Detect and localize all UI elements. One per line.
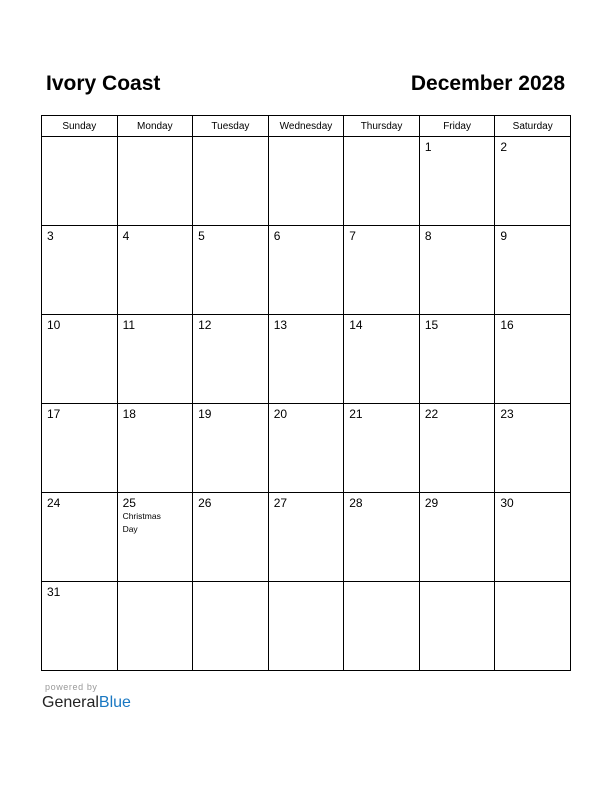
day-cell [42, 404, 118, 493]
day-number: 28 [349, 496, 363, 510]
day-cell [495, 582, 571, 671]
day-number: 24 [47, 496, 61, 510]
day-cell [419, 493, 495, 582]
day-cell [117, 137, 193, 226]
week-row [42, 404, 571, 493]
day-number [495, 582, 570, 585]
day-cell [117, 493, 193, 582]
day-cell [193, 137, 269, 226]
day-cell [495, 493, 571, 582]
day-number: 18 [122, 407, 136, 421]
day-cell [344, 404, 420, 493]
day-cell [419, 404, 495, 493]
weekday-header: Wednesday [268, 116, 344, 137]
day-number: 2 [500, 140, 508, 154]
week-row [42, 137, 571, 226]
day-number [420, 582, 495, 585]
day-cell [344, 582, 420, 671]
day-cell [344, 226, 420, 315]
calendar-grid [41, 115, 571, 671]
day-cell [268, 315, 344, 404]
day-cell [193, 226, 269, 315]
day-cell [495, 315, 571, 404]
day-number [118, 582, 193, 585]
day-cell [419, 315, 495, 404]
day-number: 1 [424, 140, 432, 154]
day-number: 13 [273, 318, 288, 332]
day-number: 27 [273, 496, 288, 510]
day-cell [495, 137, 571, 226]
weekday-header: Saturday [495, 116, 571, 137]
day-number [42, 137, 117, 140]
day-number: 11 [122, 318, 136, 332]
day-number: 21 [349, 407, 363, 421]
weekday-header: Sunday [42, 116, 118, 137]
day-number: 25 [122, 496, 136, 510]
day-cell [344, 493, 420, 582]
day-cell [193, 493, 269, 582]
day-number: 29 [424, 496, 439, 510]
day-cell [193, 404, 269, 493]
brand-general-text: General [42, 694, 99, 711]
week-row [42, 582, 571, 671]
day-cell [117, 404, 193, 493]
day-number: 15 [424, 318, 439, 332]
day-number [118, 137, 193, 140]
day-number [269, 137, 344, 140]
weekday-header: Tuesday [193, 116, 269, 137]
day-number [344, 137, 419, 140]
day-number: 12 [198, 318, 212, 332]
day-cell [193, 582, 269, 671]
day-cell [193, 315, 269, 404]
day-number: 8 [424, 229, 432, 243]
weekday-header: Monday [117, 116, 193, 137]
day-cell [495, 404, 571, 493]
day-number: 31 [47, 585, 61, 599]
day-cell [268, 582, 344, 671]
day-number: 7 [349, 229, 356, 243]
day-cell [495, 226, 571, 315]
day-cell [117, 226, 193, 315]
day-cell [268, 137, 344, 226]
day-cell [42, 315, 118, 404]
country-title: Ivory Coast [46, 72, 161, 95]
day-number: 4 [122, 229, 130, 243]
day-cell [117, 582, 193, 671]
day-number: 17 [47, 407, 61, 421]
day-number: 3 [47, 229, 54, 243]
day-cell [42, 226, 118, 315]
day-cell [42, 137, 118, 226]
day-number [193, 137, 268, 140]
weekday-header-row [42, 116, 571, 137]
day-number: 5 [198, 229, 205, 243]
day-cell [42, 582, 118, 671]
day-number: 26 [198, 496, 212, 510]
day-number [269, 582, 344, 585]
day-cell [268, 226, 344, 315]
day-number: 16 [500, 318, 514, 332]
week-row [42, 226, 571, 315]
brand-logo [42, 694, 131, 712]
calendar-body [42, 137, 571, 671]
day-number: 10 [47, 318, 61, 332]
holiday-label: Christmas Day [122, 511, 161, 534]
day-number: 19 [198, 407, 212, 421]
day-cell [42, 493, 118, 582]
day-cell [419, 226, 495, 315]
powered-by-label: powered by [45, 682, 98, 692]
day-number: 20 [273, 407, 288, 421]
day-cell [344, 137, 420, 226]
day-cell [419, 137, 495, 226]
day-number [344, 582, 419, 585]
day-number: 9 [500, 229, 508, 243]
weekday-header: Friday [419, 116, 495, 137]
day-cell [268, 404, 344, 493]
day-number [193, 582, 268, 585]
day-cell [419, 582, 495, 671]
day-cell [344, 315, 420, 404]
day-cell [268, 493, 344, 582]
day-number: 6 [273, 229, 281, 243]
brand-blue-text: Blue [98, 694, 131, 711]
day-cell [117, 315, 193, 404]
day-number: 22 [424, 407, 439, 421]
weekday-header: Thursday [344, 116, 420, 137]
day-number: 23 [500, 407, 514, 421]
day-number: 14 [349, 318, 363, 332]
month-year-title: December 2028 [410, 72, 565, 95]
day-number: 30 [500, 496, 514, 510]
week-row [42, 315, 571, 404]
week-row [42, 493, 571, 582]
